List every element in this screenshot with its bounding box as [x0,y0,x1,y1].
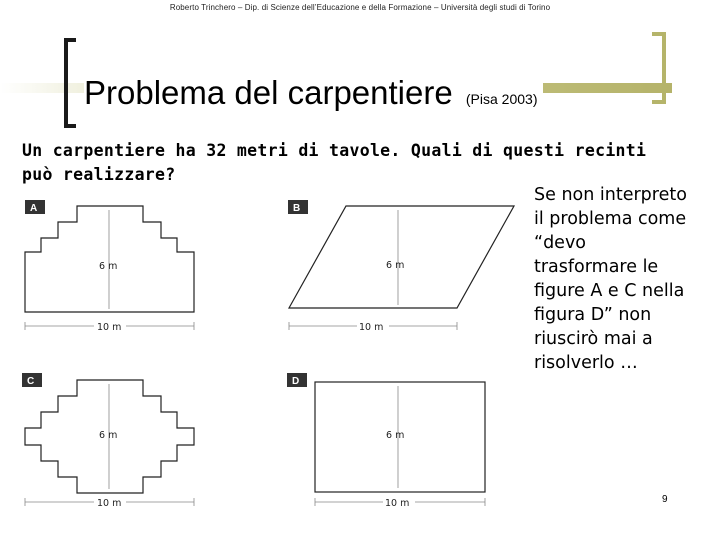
figure-a-outline [25,206,194,312]
figure-a [25,200,194,333]
figure-a-height: 6 m [99,261,118,272]
figure-c-width: 10 m [97,498,122,509]
figure-d-height: 6 m [386,430,405,441]
figure-a-label: A [30,203,38,214]
problem-question: Un carpentiere ha 32 metri di tavole. Quali di questi recinti può realizzare? [22,141,647,184]
figure-c [22,373,194,509]
figure-b-outline [289,206,514,308]
title-source: (Pisa 2003) [465,91,538,107]
figure-b [288,200,514,333]
slide-header: Roberto Trinchero – Dip. di Scienze dell’Educazione e della Formazione – Università degli studi di Torino [169,3,551,12]
figure-a-width: 10 m [97,322,122,333]
figure-d [287,373,485,509]
figure-d-width: 10 m [385,498,410,509]
figure-b-label: B [293,203,301,214]
title-main: Problema del carpentiere [84,74,453,111]
page-number: 9 [662,494,668,505]
figure-d-label: D [292,376,300,387]
figure-c-label: C [27,376,35,387]
figure-b-width: 10 m [359,322,384,333]
figure-c-height: 6 m [99,430,118,441]
figure-b-height: 6 m [386,260,405,271]
side-note: Se non interpreto il problema come “devo trasformare le figure A e C nella figura D” non riuscirò mai a risolverlo … [534,185,687,373]
